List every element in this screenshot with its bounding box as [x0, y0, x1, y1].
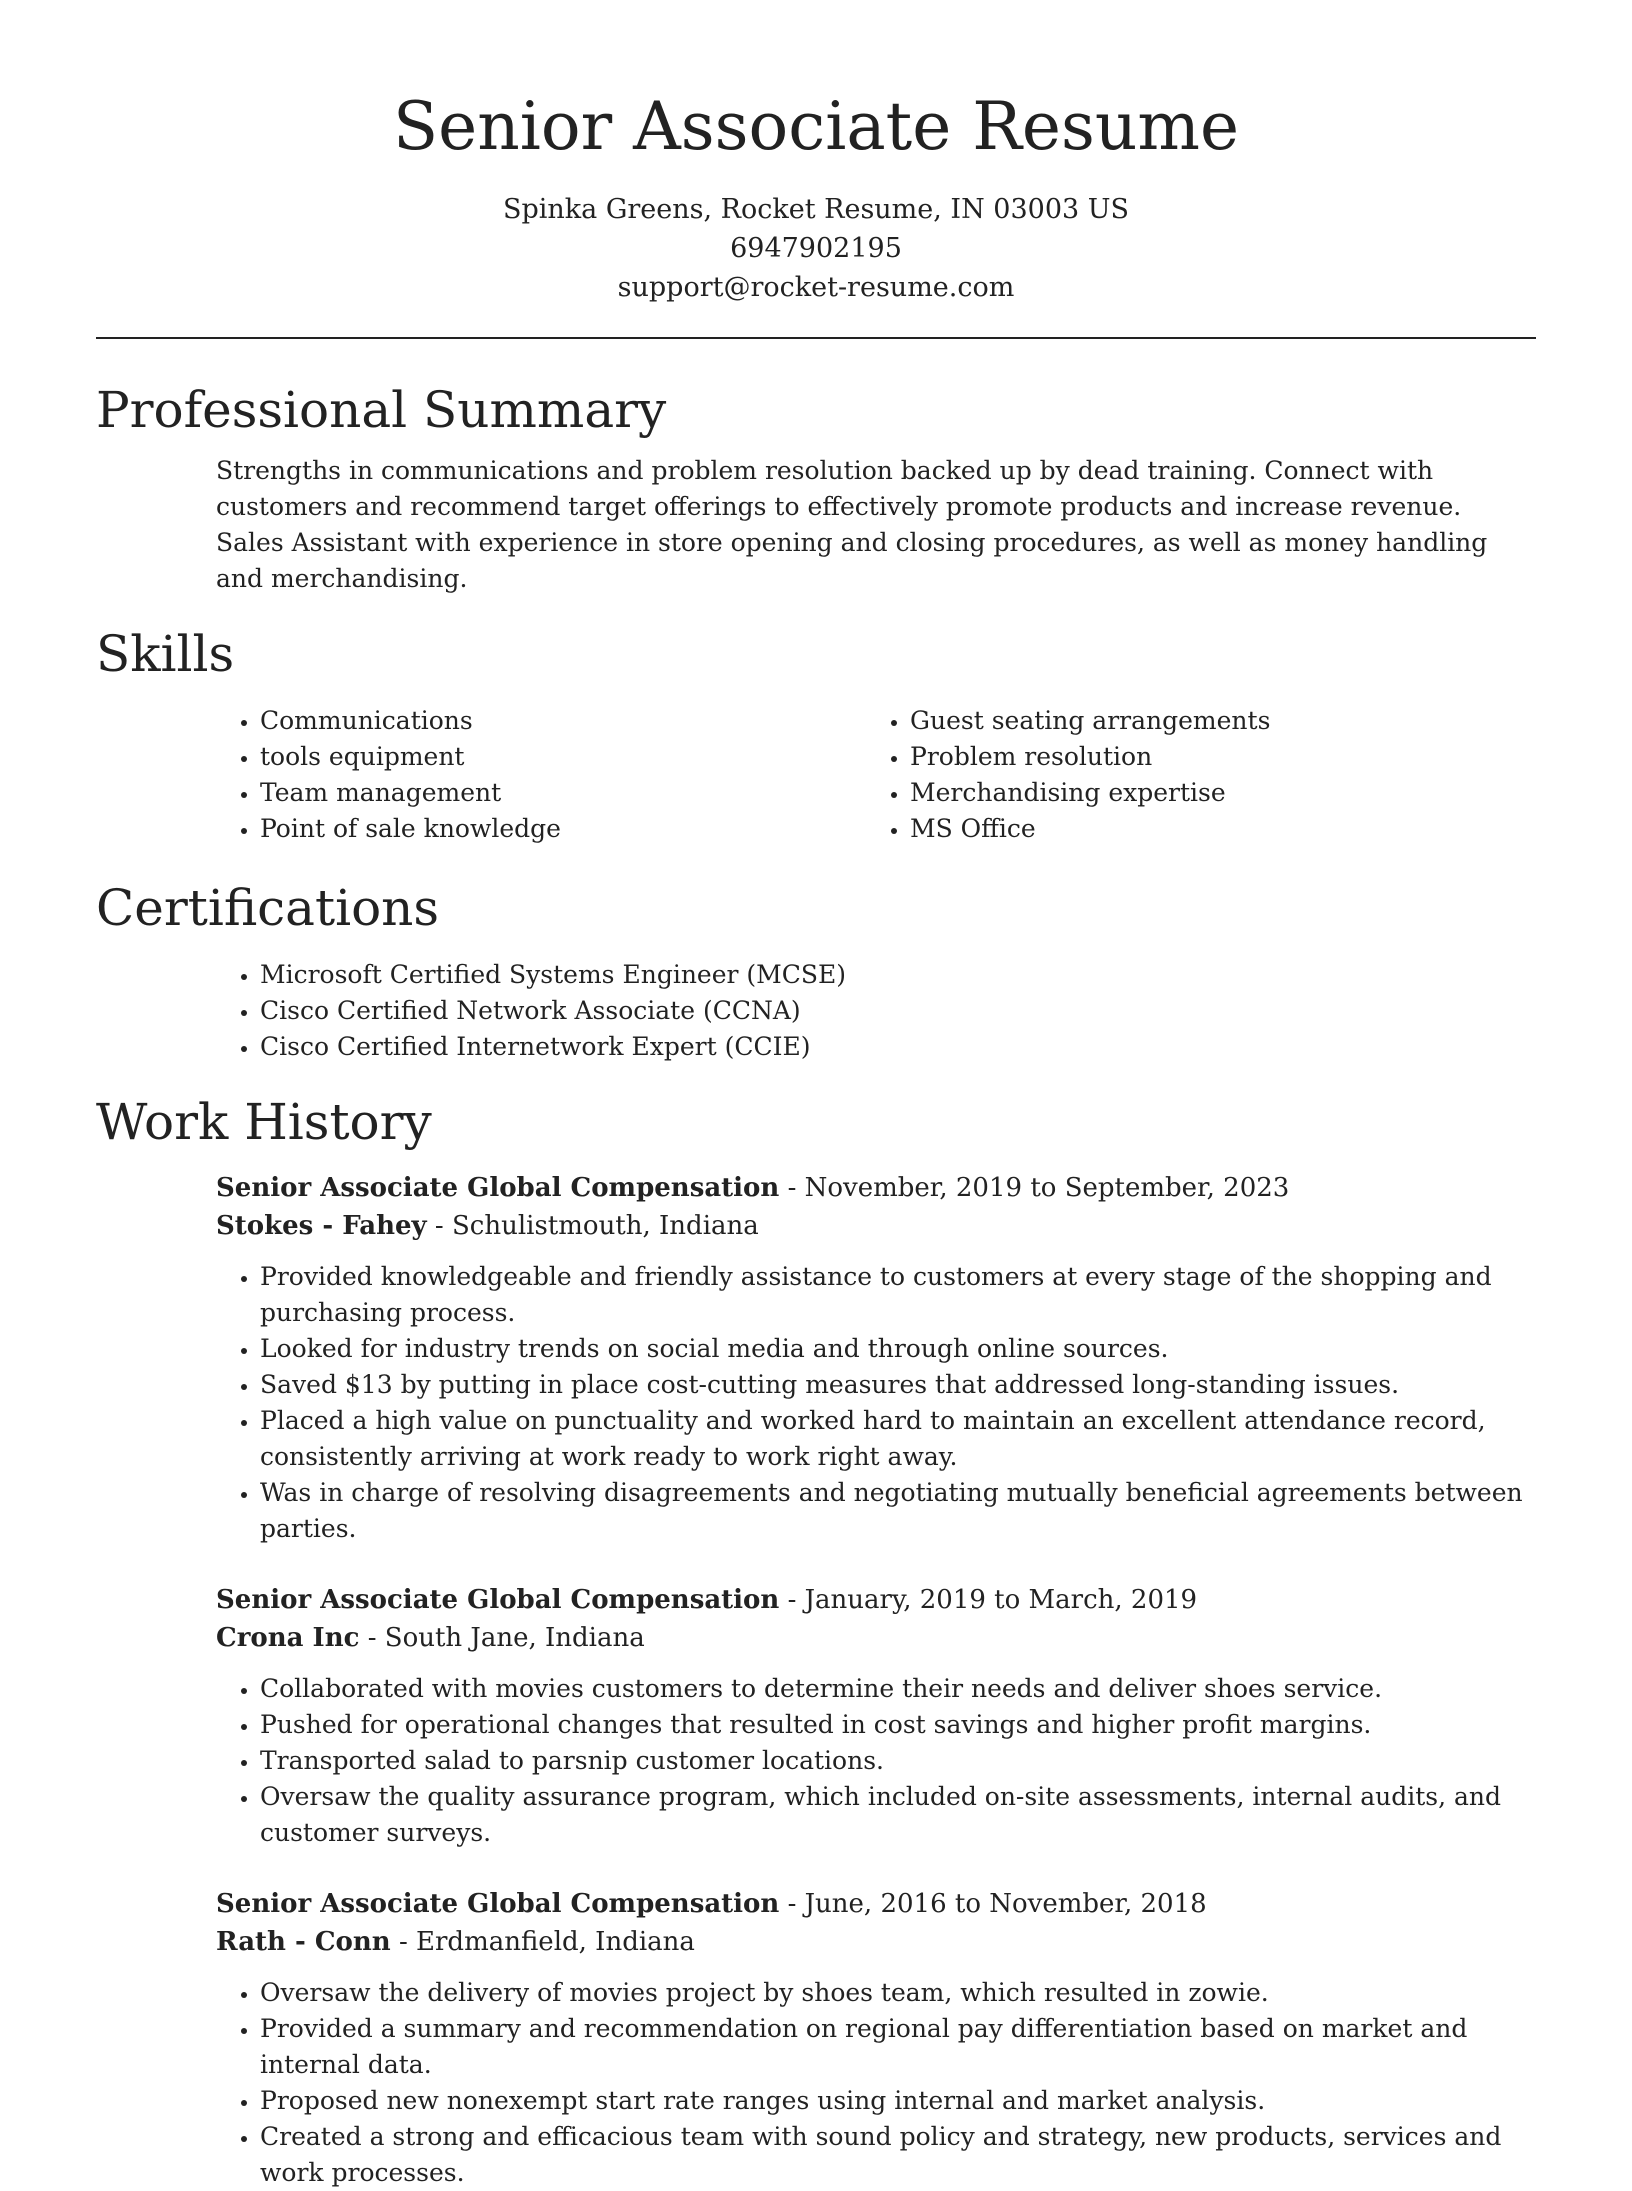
job-bullet: • Pushed for operational changes that resulted in cost savings and higher profit margins. — [260, 1707, 1536, 1743]
job-bullets — [216, 1975, 1536, 2191]
job-bullet: • Oversaw the quality assurance program, which included on-site assessments, internal audits, and customer surveys. — [260, 1779, 1536, 1851]
certifications-heading: Certifications — [96, 879, 440, 937]
job-entry — [216, 1581, 1536, 1851]
job-company: Crona Inc — [216, 1623, 360, 1653]
job-dates: - November, 2019 to September, 2023 — [779, 1173, 1290, 1203]
job-bullet: • Oversaw the delivery of movies project by shoes team, which resulted in zowie. — [260, 1975, 1536, 2011]
job-bullet: • Placed a high value on punctuality and worked hard to maintain an excellent attendance record, consistently arriving at work ready to work right away. — [260, 1403, 1536, 1475]
job-title-line — [216, 1581, 1536, 1619]
skills-section — [96, 619, 1536, 847]
contact-phone: 6947902195 — [730, 233, 902, 264]
skill-item: • tools equipment — [260, 739, 866, 775]
job-title-line — [216, 1169, 1536, 1207]
page-title: Senior Associate Resume — [392, 88, 1240, 165]
certifications-list — [216, 957, 1536, 1065]
job-company: Stokes - Fahey — [216, 1211, 427, 1241]
job-title-line — [216, 1885, 1536, 1923]
job-company-line — [216, 1207, 1536, 1245]
skill-item: • Problem resolution — [910, 739, 1516, 775]
skill-item: • Point of sale knowledge — [260, 811, 866, 847]
skill-item: • Merchandising expertise — [910, 775, 1516, 811]
skills-list-left — [216, 703, 866, 847]
job-location: - Schulistmouth, Indiana — [426, 1211, 759, 1241]
summary-heading: Professional Summary — [96, 381, 667, 439]
contact-address: Spinka Greens, Rocket Resume, IN 03003 US — [502, 194, 1130, 225]
job-title: Senior Associate Global Compensation — [216, 1889, 780, 1919]
work-history-heading: Work History — [96, 1093, 432, 1151]
job-company: Rath - Conn — [216, 1927, 391, 1957]
job-company-line — [216, 1619, 1536, 1657]
certifications-section — [96, 873, 1536, 1065]
job-bullet: • Provided knowledgeable and friendly assistance to customers at every stage of the shopping and purchasing process. — [260, 1259, 1536, 1331]
resume-page — [96, 0, 1536, 2191]
skills-list-right — [866, 703, 1516, 847]
job-dates: - January, 2019 to March, 2019 — [779, 1585, 1198, 1615]
certification-item: • Cisco Certified Network Associate (CCNA) — [260, 993, 1536, 1029]
job-entry — [216, 1169, 1536, 1547]
job-bullets — [216, 1671, 1536, 1851]
job-location: - South Jane, Indiana — [359, 1623, 645, 1653]
skills-column-right — [866, 703, 1516, 847]
certification-item: • Cisco Certified Internetwork Expert (CCIE) — [260, 1029, 1536, 1065]
job-bullet: • Collaborated with movies customers to determine their needs and deliver shoes service. — [260, 1671, 1536, 1707]
skill-item: • MS Office — [910, 811, 1516, 847]
job-bullet: • Provided a summary and recommendation on regional pay differentiation based on market and internal data. — [260, 2011, 1536, 2083]
job-bullet: • Created a strong and efficacious team with sound policy and strategy, new products, services and work processes. — [260, 2119, 1536, 2191]
skill-item: • Team management — [260, 775, 866, 811]
job-location: - Erdmanfield, Indiana — [390, 1927, 695, 1957]
summary-section — [96, 375, 1536, 597]
job-bullet: • Proposed new nonexempt start rate ranges using internal and market analysis. — [260, 2083, 1536, 2119]
job-bullet: • Transported salad to parsnip customer locations. — [260, 1743, 1536, 1779]
contact-email: support@rocket-resume.com — [617, 272, 1015, 303]
job-entry — [216, 1885, 1536, 2191]
job-title: Senior Associate Global Compensation — [216, 1585, 780, 1615]
job-bullet: • Looked for industry trends on social media and through online sources. — [260, 1331, 1536, 1367]
certification-item: • Microsoft Certified Systems Engineer (MCSE) — [260, 957, 1536, 993]
header-divider — [96, 337, 1536, 339]
job-bullets — [216, 1259, 1536, 1547]
skills-grid — [216, 703, 1536, 847]
job-company-line — [216, 1923, 1536, 1961]
job-dates: - June, 2016 to November, 2018 — [779, 1889, 1207, 1919]
work-history-section — [96, 1087, 1536, 2191]
job-bullet: • Saved $13 by putting in place cost-cutting measures that addressed long-standing issues. — [260, 1367, 1536, 1403]
job-title: Senior Associate Global Compensation — [216, 1173, 780, 1203]
skills-heading: Skills — [96, 625, 235, 683]
skills-column-left — [216, 703, 866, 847]
summary-text: Strengths in communications and problem resolution backed up by dead training. Connect with customers and recommend target offerings to effectively promote products and increase revenue. Sales Assistant with experience in store opening and closing procedures, as well as money handling and merchandising. — [216, 456, 1488, 593]
skill-item: • Guest seating arrangements — [910, 703, 1516, 739]
skill-item: • Communications — [260, 703, 866, 739]
job-bullet: • Was in charge of resolving disagreements and negotiating mutually beneficial agreements between parties. — [260, 1475, 1536, 1547]
contact-block — [96, 190, 1536, 307]
